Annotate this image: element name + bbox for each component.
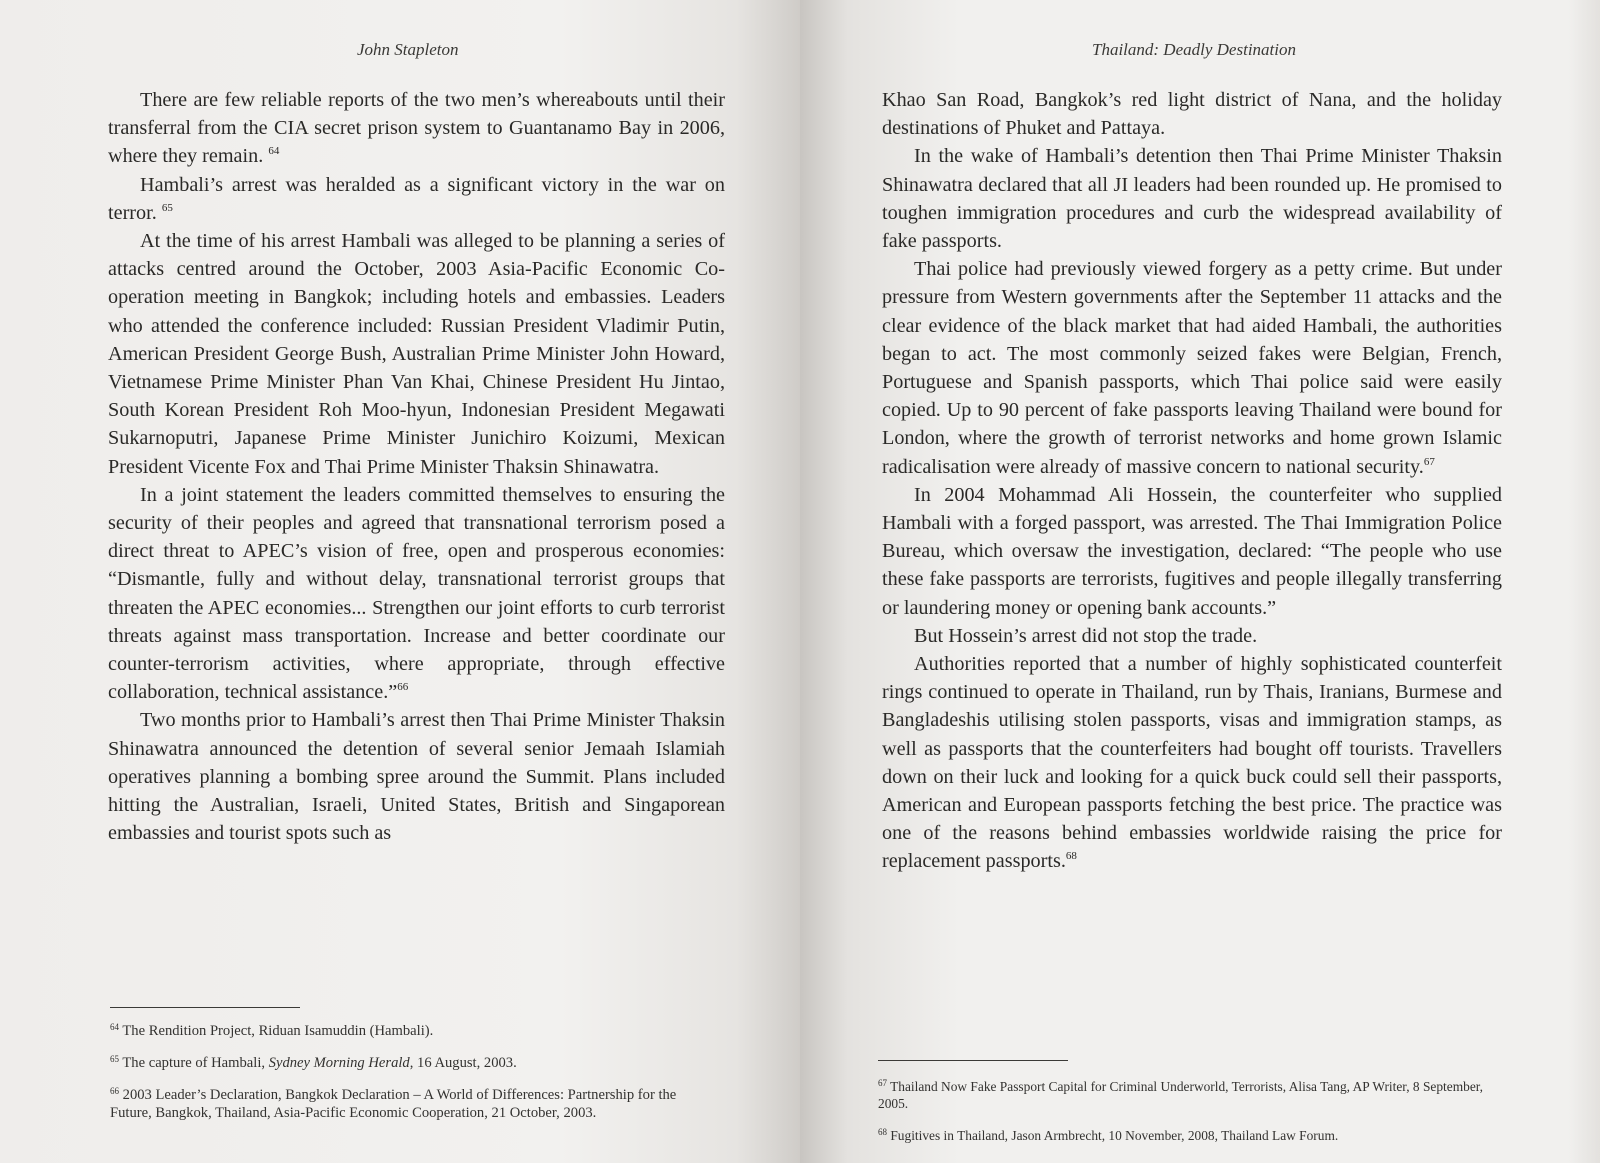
paragraph: In a joint statement the leaders committed themselves to ensuring the security of their peoples and agreed that transnational terrorism posed a direct threat to APEC’s vision of free, open and prosperous economies: “Dismantle, fully and without delay, transnational terrorist groups that threaten the APEC economies... Strengthen our joint efforts to curb terrorist threats against mass transportation. Increase and better coordinate our counter-terrorism activities, where appropriate, through effective collaboration, technical assistance.”$^{66}$ xyxy=(108,483,725,704)
footnote: $^{68}$ Fugitives in Thailand, Jason Armbrecht, 10 November, 2008, Thailand Law Forum. xyxy=(878,1127,1339,1143)
footnote-rule xyxy=(110,1007,300,1008)
paragraph: Khao San Road, Bangkok’s red light district of Nana, and the holiday destinations of Phuket and Pattaya. xyxy=(882,89,1502,140)
left-page-body xyxy=(108,86,725,847)
paragraph: In the wake of Hambali’s detention then Thai Prime Minister Thaksin Shinawatra declared that all JI leaders had been rounded up. He promised to toughen immigration procedures and curb the widespread availability of fake passports. xyxy=(882,145,1502,253)
footnote: $^{66}$ 2003 Leader’s Declaration, Bangkok Declaration – A World of Differences: Partnership for the Future, Bangkok, Thailand, Asia-Pacific Economic Cooperation, 21 October, 2003. xyxy=(110,1086,677,1121)
running-head-title: Thailand: Deadly Destination xyxy=(1092,40,1296,59)
footnote-ref: 65 xyxy=(161,201,173,214)
footnote-rule xyxy=(878,1060,1068,1061)
paragraph: In 2004 Mohammad Ali Hossein, the counterfeiter who supplied Hambali with a forged passport, was arrested. The Thai Immigration Police Bureau, which oversaw the investigation, declared: “The people who use these fake passports are terrorists, fugitives and people illegally transferring or laundering money or opening bank accounts.” xyxy=(882,483,1502,619)
paragraph: Two months prior to Hambali’s arrest then Thai Prime Minister Thaksin Shinawatra announced the detention of several senior Jemaah Islamiah operatives planning a bombing spree around the Summit. Plans included hitting the Australian, Israeli, United States, British and Singaporean embassies and tourist spots such as xyxy=(108,709,725,845)
paragraph: At the time of his arrest Hambali was alleged to be planning a series of attacks centred around the October, 2003 Asia-Pacific Economic Co-operation meeting in Bangkok; including hotels and embassies. Leaders who attended the conference included: Russian President Vladimir Putin, American President George Bush, Australian Prime Minister John Howard, Vietnamese Prime Minister Phan Van Khai, Chinese President Hu Jintao, South Korean President Roh Moo-hyun, Indonesian President Megawati Sukarnoputri, Japanese Prime Minister Junichiro Koizumi, Mexican President Vicente Fox and Thai Prime Minister Thaksin Shinawatra. xyxy=(108,230,725,478)
paragraph: Thai police had previously viewed forgery as a petty crime. But under pressure from Western governments after the September 11 attacks and the clear evidence of the black market that had aided Hambali, the authorities began to act. The most commonly seized fakes were Belgian, French, Portuguese and Spanish passports, which Thai police said were easily copied. Up to 90 percent of fake passports leaving Thailand were bound for London, where the growth of terrorist networks and home grown Islamic radicalisation were already of massive concern to national security.$^{67}$ xyxy=(882,258,1502,478)
right-page xyxy=(800,0,1600,1163)
footnote-ref: 66 xyxy=(397,681,409,694)
paragraph: Hambali’s arrest was heralded as a significant victory in the war on terror. $^{65}$ xyxy=(108,173,725,224)
paragraph: But Hossein’s arrest did not stop the trade. xyxy=(914,624,1258,647)
right-footnotes xyxy=(878,1078,1500,1159)
footnote: $^{64}$ The Rendition Project, Riduan Isamuddin (Hambali). xyxy=(110,1022,434,1039)
footnote-ref: 67 xyxy=(1423,455,1435,468)
paragraph: Authorities reported that a number of highly sophisticated counterfeit rings continued to operate in Thailand, run by Thais, Iranians, Burmese and Bangladeshis utilising stolen passports, visas and immigration stamps, as well as passports that the counterfeiters had bought off tourists. Travellers down on their luck and looking for a quick buck could sell their passports, American and European passports fetching the best price. The practice was one of the reasons behind embassies worldwide raising the price for replacement passports.$^{68}$ xyxy=(882,653,1502,873)
left-footnotes xyxy=(110,1022,710,1136)
footnote: $^{65}$ The capture of Hambali, Sydney Morning Herald, 16 August, 2003. xyxy=(110,1054,517,1071)
footnote: $^{67}$ Thailand Now Fake Passport Capital for Criminal Underworld, Terrorists, Alisa Tang, AP Writer, 8 September, 2005. xyxy=(878,1078,1484,1111)
running-head-author: John Stapleton xyxy=(357,40,459,59)
footnote-ref: 64 xyxy=(268,145,280,158)
paragraph: There are few reliable reports of the two men’s whereabouts until their transferral from the CIA secret prison system to Guantanamo Bay in 2006, where they remain. $^{64}$ xyxy=(108,89,725,168)
source-title: Sydney Morning Herald xyxy=(268,1055,410,1071)
right-page-body xyxy=(882,86,1502,876)
footnote-ref: 68 xyxy=(1065,850,1077,863)
